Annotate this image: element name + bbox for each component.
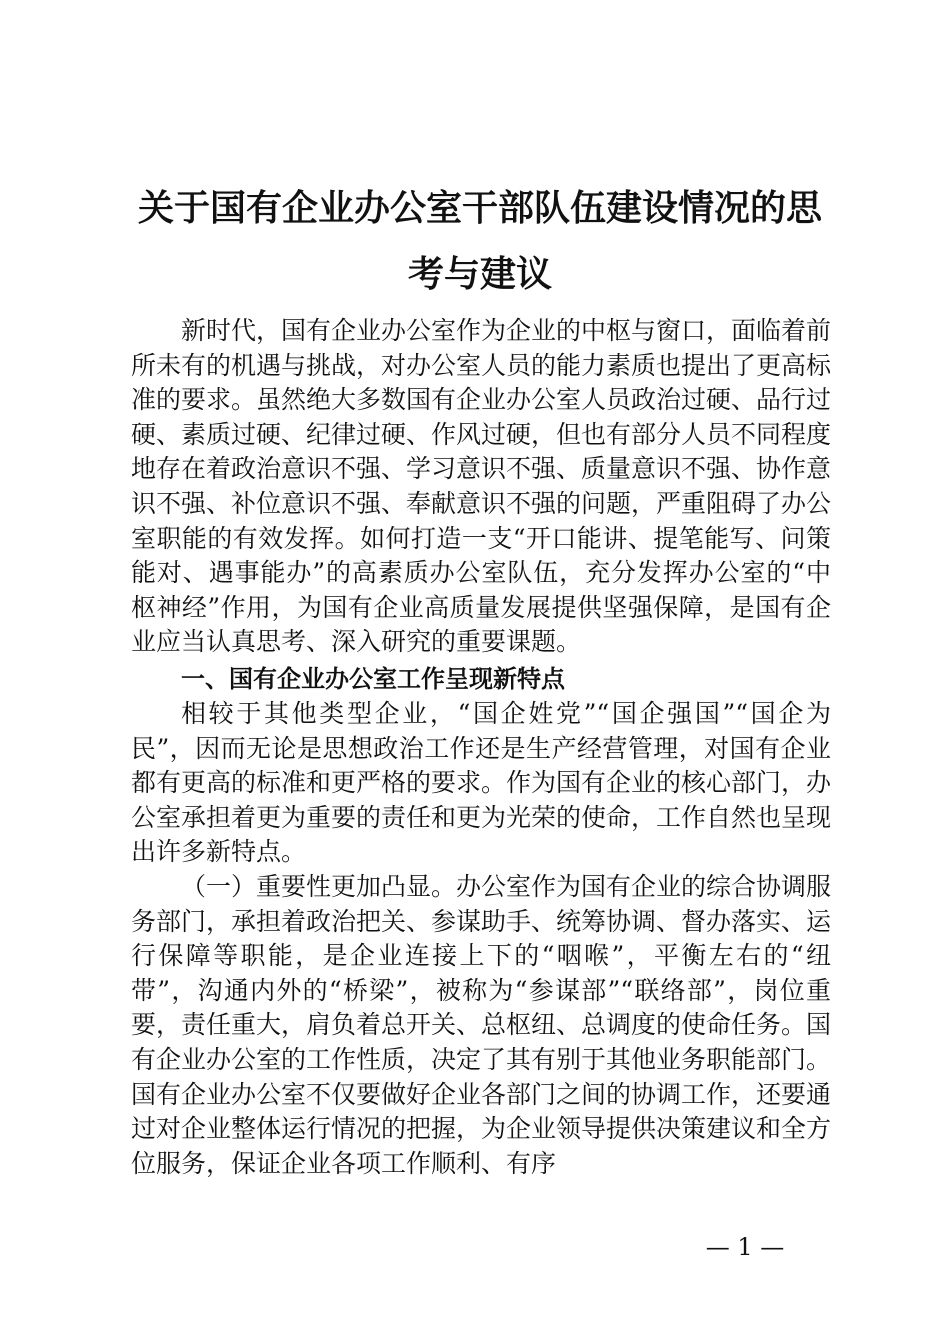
- document-title-line-1: 关于国有企业办公室干部队伍建设情况的思: [137, 187, 822, 229]
- section-1-paragraph: 相较于其他类型企业，“国企姓党”“国企强国”“国企为民”，因而无论是思想政治工作还是生产经营管理，对国有企业都有更高的标准和更严格的要求。作为国有企业的核心部门，办公室承担着更为重要的责任和更为光荣的使命，工作自然也呈现出许多新特点。: [131, 699, 832, 867]
- page-number: — 1 —: [705, 1233, 785, 1261]
- section-heading-1: 一、国有企业办公室工作呈现新特点: [181, 665, 565, 693]
- intro-paragraph: 新时代，国有企业办公室作为企业的中枢与窗口，面临着前所未有的机遇与挑战，对办公室人员的能力素质也提出了更高标准的要求。虽然绝大多数国有企业办公室人员政治过硬、品行过硬、素质过硬、纪律过硬、作风过硬，但也有部分人员不同程度地存在着政治意识不强、学习意识不强、质量意识不强、协作意识不强、补位意识不强、奉献意识不强的问题，严重阻碍了办公室职能的有效发挥。如何打造一支“开口能讲、提笔能写、问策能对、遇事能办”的高素质办公室队伍，充分发挥办公室的“中枢神经”作用，为国有企业高质量发展提供坚强保障，是国有企业应当认真思考、深入研究的重要课题。: [131, 316, 832, 657]
- document-title-line-2: 考与建议: [407, 253, 552, 295]
- subsection-1-paragraph: （一）重要性更加凸显。办公室作为国有企业的综合协调服务部门，承担着政治把关、参谋助手、统筹协调、督办落实、运行保障等职能，是企业连接上下的“咽喉”，平衡左右的“纽带”，沟通内外的“桥梁”，被称为“参谋部”“联络部”，岗位重要，责任重大，肩负着总开关、总枢纽、总调度的使命任务。国有企业办公室的工作性质，决定了其有别于其他业务职能部门。国有企业办公室不仅要做好企业各部门之间的协调工作，还要通过对企业整体运行情况的把握，为企业领导提供决策建议和全方位服务，保证企业各项工作顺利、有序: [131, 872, 832, 1178]
